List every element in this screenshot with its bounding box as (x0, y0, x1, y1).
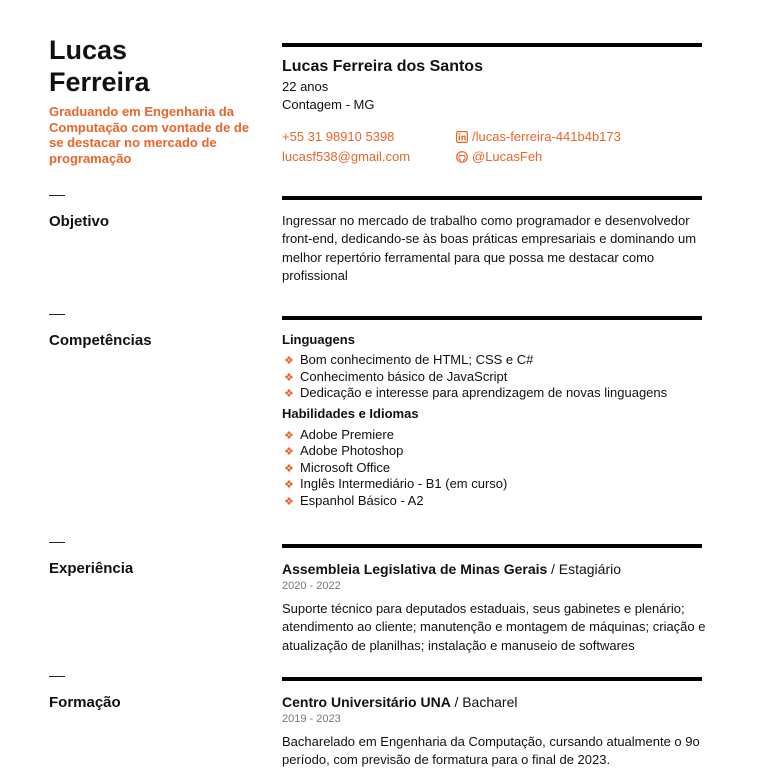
diamond-bullet-icon: ❖ (284, 388, 294, 400)
languages-title: Linguagens (282, 332, 355, 347)
list-item: ❖ Bom conhecimento de HTML; CSS e C# (282, 352, 707, 369)
skills-list (282, 427, 707, 510)
github-icon (456, 151, 468, 163)
section-divider (49, 542, 65, 543)
first-name: Lucas (49, 35, 128, 65)
section-divider (49, 676, 65, 677)
diamond-bullet-icon: ❖ (284, 479, 294, 491)
list-item: ❖ Adobe Premiere (282, 427, 707, 444)
diamond-bullet-icon: ❖ (284, 355, 294, 367)
list-item: ❖ Conhecimento básico de JavaScript (282, 369, 707, 386)
section-title-objetivo: Objetivo (49, 213, 110, 230)
education-org: Centro Universitário UNA (282, 694, 451, 710)
education-years: 2019 - 2023 (282, 713, 341, 725)
formacao-block (282, 694, 707, 770)
education-role: / Bacharel (454, 694, 518, 710)
diamond-bullet-icon: ❖ (284, 429, 294, 442)
skills-title: Habilidades e Idiomas (282, 405, 419, 421)
objetivo-text: Ingressar no mercado de trabalho como programador e desenvolvedor front-end, dedicando-se às boas práticas empresariais e dominando um melhor repertório ferramental para que possa me destacar como profissional (282, 213, 697, 283)
experience-org: Assembleia Legislativa de Minas Gerais (282, 561, 548, 577)
linkedin-link[interactable] (456, 129, 621, 144)
competencias-block (282, 331, 707, 509)
section-divider (49, 314, 65, 315)
github-link[interactable] (456, 149, 542, 164)
diamond-bullet-icon: ❖ (284, 462, 294, 475)
section-title-formacao: Formação (49, 694, 121, 711)
email-link[interactable]: lucasf538@gmail.com (282, 149, 411, 164)
section-rule (282, 316, 702, 320)
linkedin-icon (456, 131, 468, 143)
header-block (282, 58, 707, 114)
city: Contagem - MG (282, 97, 375, 112)
last-name: Ferreira (49, 67, 150, 97)
header-rule (282, 43, 702, 47)
section-divider (49, 195, 65, 196)
age: 22 anos (282, 79, 329, 94)
list-item: ❖ Dedicação e interesse para aprendizagem de novas linguagens (282, 385, 707, 402)
education-text: Bacharelado em Engenharia da Computação, cursando atualmente o 9o período, com previsão de formatura para o final de 2023. (282, 734, 700, 768)
section-rule (282, 196, 702, 200)
diamond-bullet-icon: ❖ (284, 371, 294, 384)
diamond-bullet-icon: ❖ (284, 495, 294, 508)
languages-list (282, 352, 707, 402)
experience-text: Suporte técnico para deputados estaduais, seus gabinetes e plenário; atendimento ao cliente; manutenção e montagem de máquinas; criação e atualização de planilhas; instalação e manuseio de softwares (282, 601, 706, 653)
list-item: ❖ Microsoft Office (282, 460, 707, 477)
candidate-name (49, 34, 150, 98)
list-item: ❖ Inglês Intermediário - B1 (em curso) (282, 476, 707, 493)
diamond-bullet-icon: ❖ (284, 446, 294, 458)
experience-role: / Estagiário (550, 561, 622, 577)
tagline: Graduando em Engenharia da Computação com vontade de de se destacar no mercado de programação (49, 104, 250, 166)
section-rule (282, 544, 702, 548)
section-rule (282, 677, 702, 681)
experience-years: 2020 - 2022 (282, 580, 341, 592)
list-item: ❖ Espanhol Básico - A2 (282, 493, 707, 510)
section-title-experiencia: Experiência (49, 560, 134, 577)
linkedin-handle: /lucas-ferreira-441b4b173 (472, 129, 621, 144)
list-item: ❖ Adobe Photoshop (282, 443, 707, 460)
section-title-competencias: Competências (49, 332, 152, 349)
experiencia-block (282, 561, 707, 655)
phone-link[interactable]: +55 31 98910 5398 (282, 129, 395, 144)
github-handle: @LucasFeh (472, 149, 543, 164)
full-name: Lucas Ferreira dos Santos (282, 58, 483, 75)
